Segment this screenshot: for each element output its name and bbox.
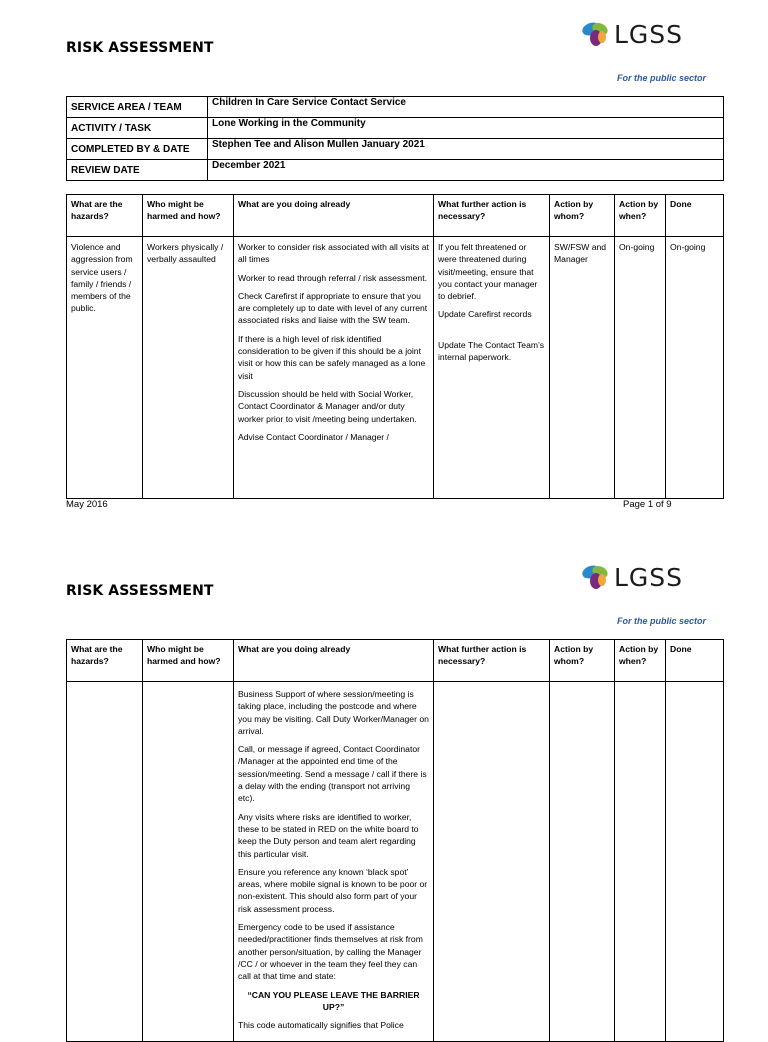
review-label: REVIEW DATE: [67, 160, 208, 181]
page-title: RISK ASSESSMENT: [66, 40, 214, 56]
col-by-whom: Action by whom?: [550, 195, 615, 237]
already-item: Discussion should be held with Social Worker, Contact Coordinator & Manager and/or duty worker prior to visit /meeting being undertaken.: [238, 388, 417, 424]
service-area-value: Children In Care Service Contact Service: [208, 97, 724, 118]
col-by-when: Action by when?: [615, 195, 666, 237]
lgss-logo: [580, 563, 683, 591]
done-cell: [666, 682, 724, 1042]
activity-value: Lone Working in the Community: [208, 118, 724, 139]
lgss-logo-icon: [580, 563, 610, 591]
completed-label: COMPLETED BY & DATE: [67, 139, 208, 160]
by-whom-cell: SW/FSW and Manager: [550, 237, 615, 499]
further-item: Update Carefirst records: [438, 309, 532, 320]
hazard-cell: Violence and aggression from service users / family / friends / members of the public.: [67, 237, 143, 499]
risk-table-header: [67, 195, 724, 237]
col-already: What are you doing already: [234, 640, 434, 682]
by-when-cell: [615, 682, 666, 1042]
already-cell: [234, 237, 434, 499]
info-row-service: [67, 97, 724, 118]
table-row: [67, 682, 724, 1042]
already-item: If there is a high level of risk identified consideration to be given if this should be a joint visit or how this can be safely managed as a lone visit: [238, 333, 426, 381]
logo-text: LGSS: [614, 19, 684, 49]
hazard-cell: [67, 682, 143, 1042]
info-row-review: [67, 160, 724, 181]
risk-table-page2: [66, 639, 724, 1042]
who-cell: [143, 682, 234, 1042]
info-row-activity: [67, 118, 724, 139]
already-item: Any visits where risks are identified to worker, these to be stated in RED on the white board to keep the Duty person and team alert regarding this particular visit.: [238, 811, 419, 859]
footer-date: May 2016: [66, 499, 108, 510]
col-who: Who might be harmed and how?: [143, 640, 234, 682]
already-item: Check Carefirst if appropriate to ensure that you are completely up to date with level of any current associated risks and liaise with the SW team.: [238, 290, 428, 326]
col-done: Done: [666, 640, 724, 682]
info-table: [66, 96, 724, 181]
col-by-whom: Action by whom?: [550, 640, 615, 682]
tagline: For the public sector: [617, 73, 707, 83]
col-further: What further action is necessary?: [434, 640, 550, 682]
col-further: What further action is necessary?: [434, 195, 550, 237]
page-title: RISK ASSESSMENT: [66, 583, 214, 599]
already-item: Advise Contact Coordinator / Manager /: [238, 431, 389, 442]
tagline: For the public sector: [617, 616, 707, 626]
col-hazards: What are the hazards?: [67, 640, 143, 682]
already-cell: [234, 682, 434, 1042]
col-done: Done: [666, 195, 724, 237]
emergency-code-phrase: “CAN YOU PLEASE LEAVE THE BARRIER UP?”: [247, 989, 420, 1012]
service-area-label: SERVICE AREA / TEAM: [67, 97, 208, 118]
col-hazards: What are the hazards?: [67, 195, 143, 237]
info-row-completed: [67, 139, 724, 160]
further-cell: [434, 237, 550, 499]
already-item: Business Support of where session/meeting is taking place, including the postcode and where you may be visiting. Call Duty Worker/Manager on arrival.: [238, 689, 429, 736]
activity-label: ACTIVITY / TASK: [67, 118, 208, 139]
by-when-cell: On-going: [615, 237, 666, 499]
logo-text: LGSS: [614, 562, 684, 592]
table-row: [67, 237, 724, 499]
col-by-when: Action by when?: [615, 640, 666, 682]
lgss-logo-icon: [580, 20, 610, 48]
completed-value: Stephen Tee and Alison Mullen January 2021: [208, 139, 724, 160]
already-item: Emergency code to be used if assistance needed/practitioner finds themselves at risk from another person/situation, by calling the Manager /CC / or whoever in the team they feel they can call at that time and state:: [238, 922, 423, 982]
review-value: December 2021: [208, 160, 724, 181]
footer-page-number: Page 1 of 9: [623, 499, 672, 510]
further-item: If you felt threatened or were threatened during visit/meeting, ensure that you contact your manager to debrief.: [438, 242, 538, 302]
further-item: Update The Contact Team’s internal paperwork.: [438, 339, 545, 363]
col-already: What are you doing already: [234, 195, 434, 237]
col-who: Who might be harmed and how?: [143, 195, 234, 237]
by-whom-cell: [550, 682, 615, 1042]
already-item: Call, or message if agreed, Contact Coordinator /Manager at the appointed end time of the session/meeting. Send a message / call if there is a delay with the ending (transport not arriving etc).: [238, 744, 427, 804]
further-cell: [434, 682, 550, 1042]
done-cell: On-going: [666, 237, 724, 499]
already-item: Worker to consider risk associated with all visits at all times: [238, 242, 429, 265]
lgss-logo: [580, 20, 683, 48]
already-item: Worker to read through referral / risk assessment.: [238, 272, 427, 283]
already-item: Ensure you reference any known ‘black spot’ areas, where mobile signal is known to be poor or non-existent. This should also form part of your risk assessment process.: [238, 866, 428, 914]
already-item: This code automatically signifies that Police: [238, 1020, 404, 1031]
who-cell: Workers physically / verbally assaulted: [143, 237, 234, 499]
risk-table-header: [67, 640, 724, 682]
risk-table-page1: [66, 194, 724, 499]
